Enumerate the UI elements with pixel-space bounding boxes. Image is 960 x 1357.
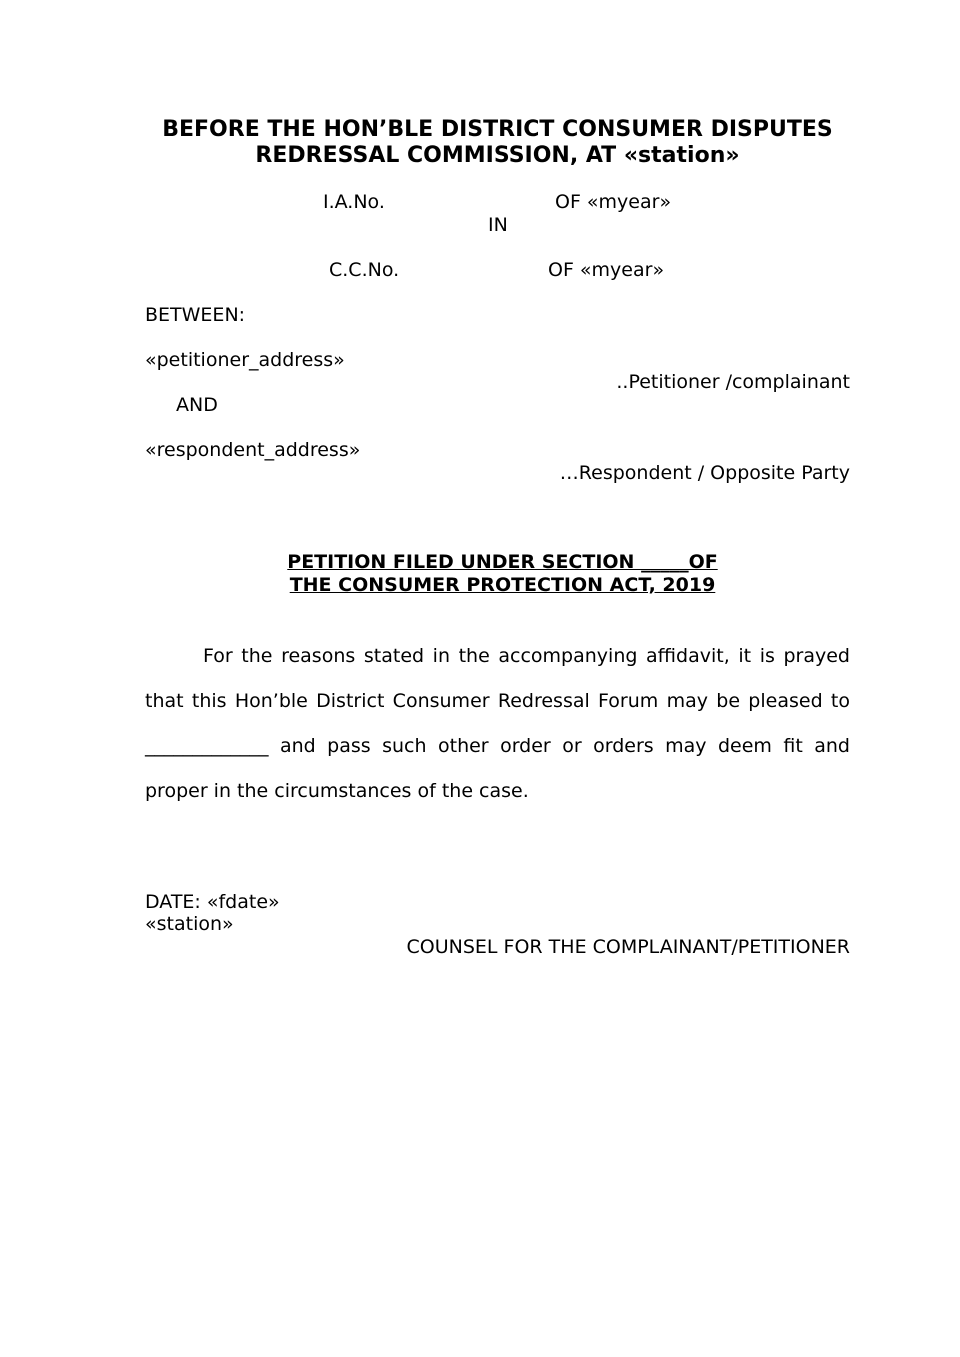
petition-body-line-1: For the reasons stated in the accompanying affidavit, it is prayed <box>203 645 850 667</box>
date-line: DATE: «fdate» <box>145 891 280 913</box>
and-label: AND <box>176 394 218 416</box>
petition-heading-line-2: THE CONSUMER PROTECTION ACT, 2019 <box>289 574 716 596</box>
counsel-signature-line: COUNSEL FOR THE COMPLAINANT/PETITIONER <box>406 936 850 958</box>
petitioner-address: «petitioner_address» <box>145 349 345 371</box>
title-line-2: REDRESSAL COMMISSION, AT «station» <box>255 143 740 168</box>
in-label: IN <box>488 214 508 236</box>
ia-year: OF «myear» <box>555 191 672 213</box>
title-line-1: BEFORE THE HON’BLE DISTRICT CONSUMER DISPUTES <box>162 117 833 142</box>
petition-body-line-3: _____________ and pass such other order or orders may deem fit and <box>145 735 850 757</box>
petition-body <box>145 634 850 814</box>
petition-heading-line-1: PETITION FILED UNDER SECTION _____OF <box>287 551 718 573</box>
petitioner-role: ..Petitioner /complainant <box>616 371 850 393</box>
petition-body-line-2: that this Hon’ble District Consumer Redressal Forum may be pleased to <box>145 690 850 712</box>
petition-body-line-4: proper in the circumstances of the case. <box>145 780 529 802</box>
station-line: «station» <box>145 913 234 935</box>
between-label: BETWEEN: <box>145 304 246 326</box>
cc-year: OF «myear» <box>548 259 665 281</box>
ia-number-label: I.A.No. <box>323 191 385 213</box>
respondent-address: «respondent_address» <box>145 439 361 461</box>
respondent-role: …Respondent / Opposite Party <box>559 462 850 484</box>
cc-number-label: C.C.No. <box>329 259 400 281</box>
